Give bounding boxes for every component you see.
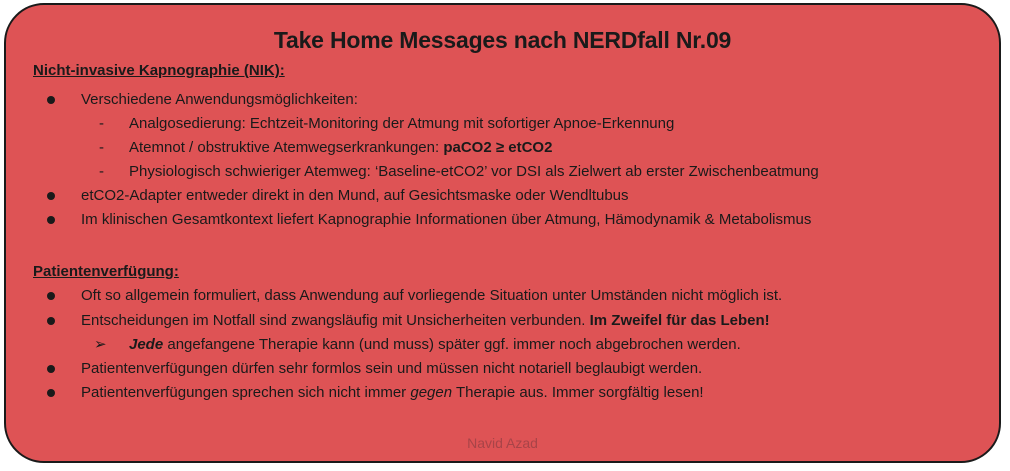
list-item-bold: Im Zweifel für das Leben! — [589, 312, 770, 329]
list-item — [81, 311, 770, 331]
sub-list-item — [129, 138, 552, 158]
list-item: Verschiedene Anwendungsmöglichkeiten: — [81, 91, 358, 108]
dash-icon: - — [99, 163, 104, 180]
take-home-card — [4, 3, 1001, 463]
bullet-icon — [47, 192, 55, 200]
list-item-italic: gegen — [410, 384, 453, 401]
list-item-text: Therapie aus. Immer sorgfältig lesen! — [452, 384, 704, 401]
sub-list-item — [129, 335, 741, 355]
bullet-icon — [47, 96, 55, 104]
arrow-icon: ➢ — [94, 336, 107, 353]
section-heading-patientenverfuegung: Patientenverfügung: — [33, 263, 179, 280]
bullet-icon — [47, 292, 55, 300]
bullet-icon — [47, 389, 55, 397]
card-title: Take Home Messages nach NERDfall Nr.09 — [273, 27, 732, 53]
dash-icon: - — [99, 115, 104, 132]
author-footer: Navid Azad — [467, 435, 538, 451]
sub-item-emphasis: Jede — [129, 336, 164, 353]
dash-icon: - — [99, 139, 104, 156]
sub-item-bold: paCO2 ≥ etCO2 — [443, 139, 553, 156]
sub-list-item: Analgosedierung: Echtzeit-Monitoring der Atmung mit sofortiger Apnoe-Erkennung — [129, 115, 675, 132]
bullet-icon — [47, 317, 55, 325]
list-item: Oft so allgemein formuliert, dass Anwendung auf vorliegende Situation unter Umständen nicht möglich ist. — [81, 287, 783, 304]
bullet-icon — [47, 365, 55, 373]
list-item: etCO2-Adapter entweder direkt in den Mund, auf Gesichtsmaske oder Wendltubus — [81, 187, 629, 204]
sub-item-text: Atemnot / obstruktive Atemwegserkrankungen: — [129, 139, 444, 156]
list-item: Im klinischen Gesamtkontext liefert Kapnographie Informationen über Atmung, Hämodynamik & Metabolismus — [81, 211, 812, 228]
sub-list-item: Physiologisch schwieriger Atemweg: ‘Baseline-etCO2’ vor DSI als Zielwert ab erster Zwischenbeatmung — [129, 163, 819, 180]
list-item — [81, 383, 704, 403]
list-item-text: Patientenverfügungen sprechen sich nicht immer — [81, 384, 411, 401]
section-heading-nik: Nicht-invasive Kapnographie (NIK): — [33, 62, 285, 79]
list-item-text: Entscheidungen im Notfall sind zwangsläufig mit Unsicherheiten verbunden. — [81, 312, 590, 329]
list-item: Patientenverfügungen dürfen sehr formlos sein und müssen nicht notariell beglaubigt werden. — [81, 360, 703, 377]
sub-item-text: angefangene Therapie kann (und muss) später ggf. immer noch abgebrochen werden. — [163, 336, 741, 353]
bullet-icon — [47, 216, 55, 224]
